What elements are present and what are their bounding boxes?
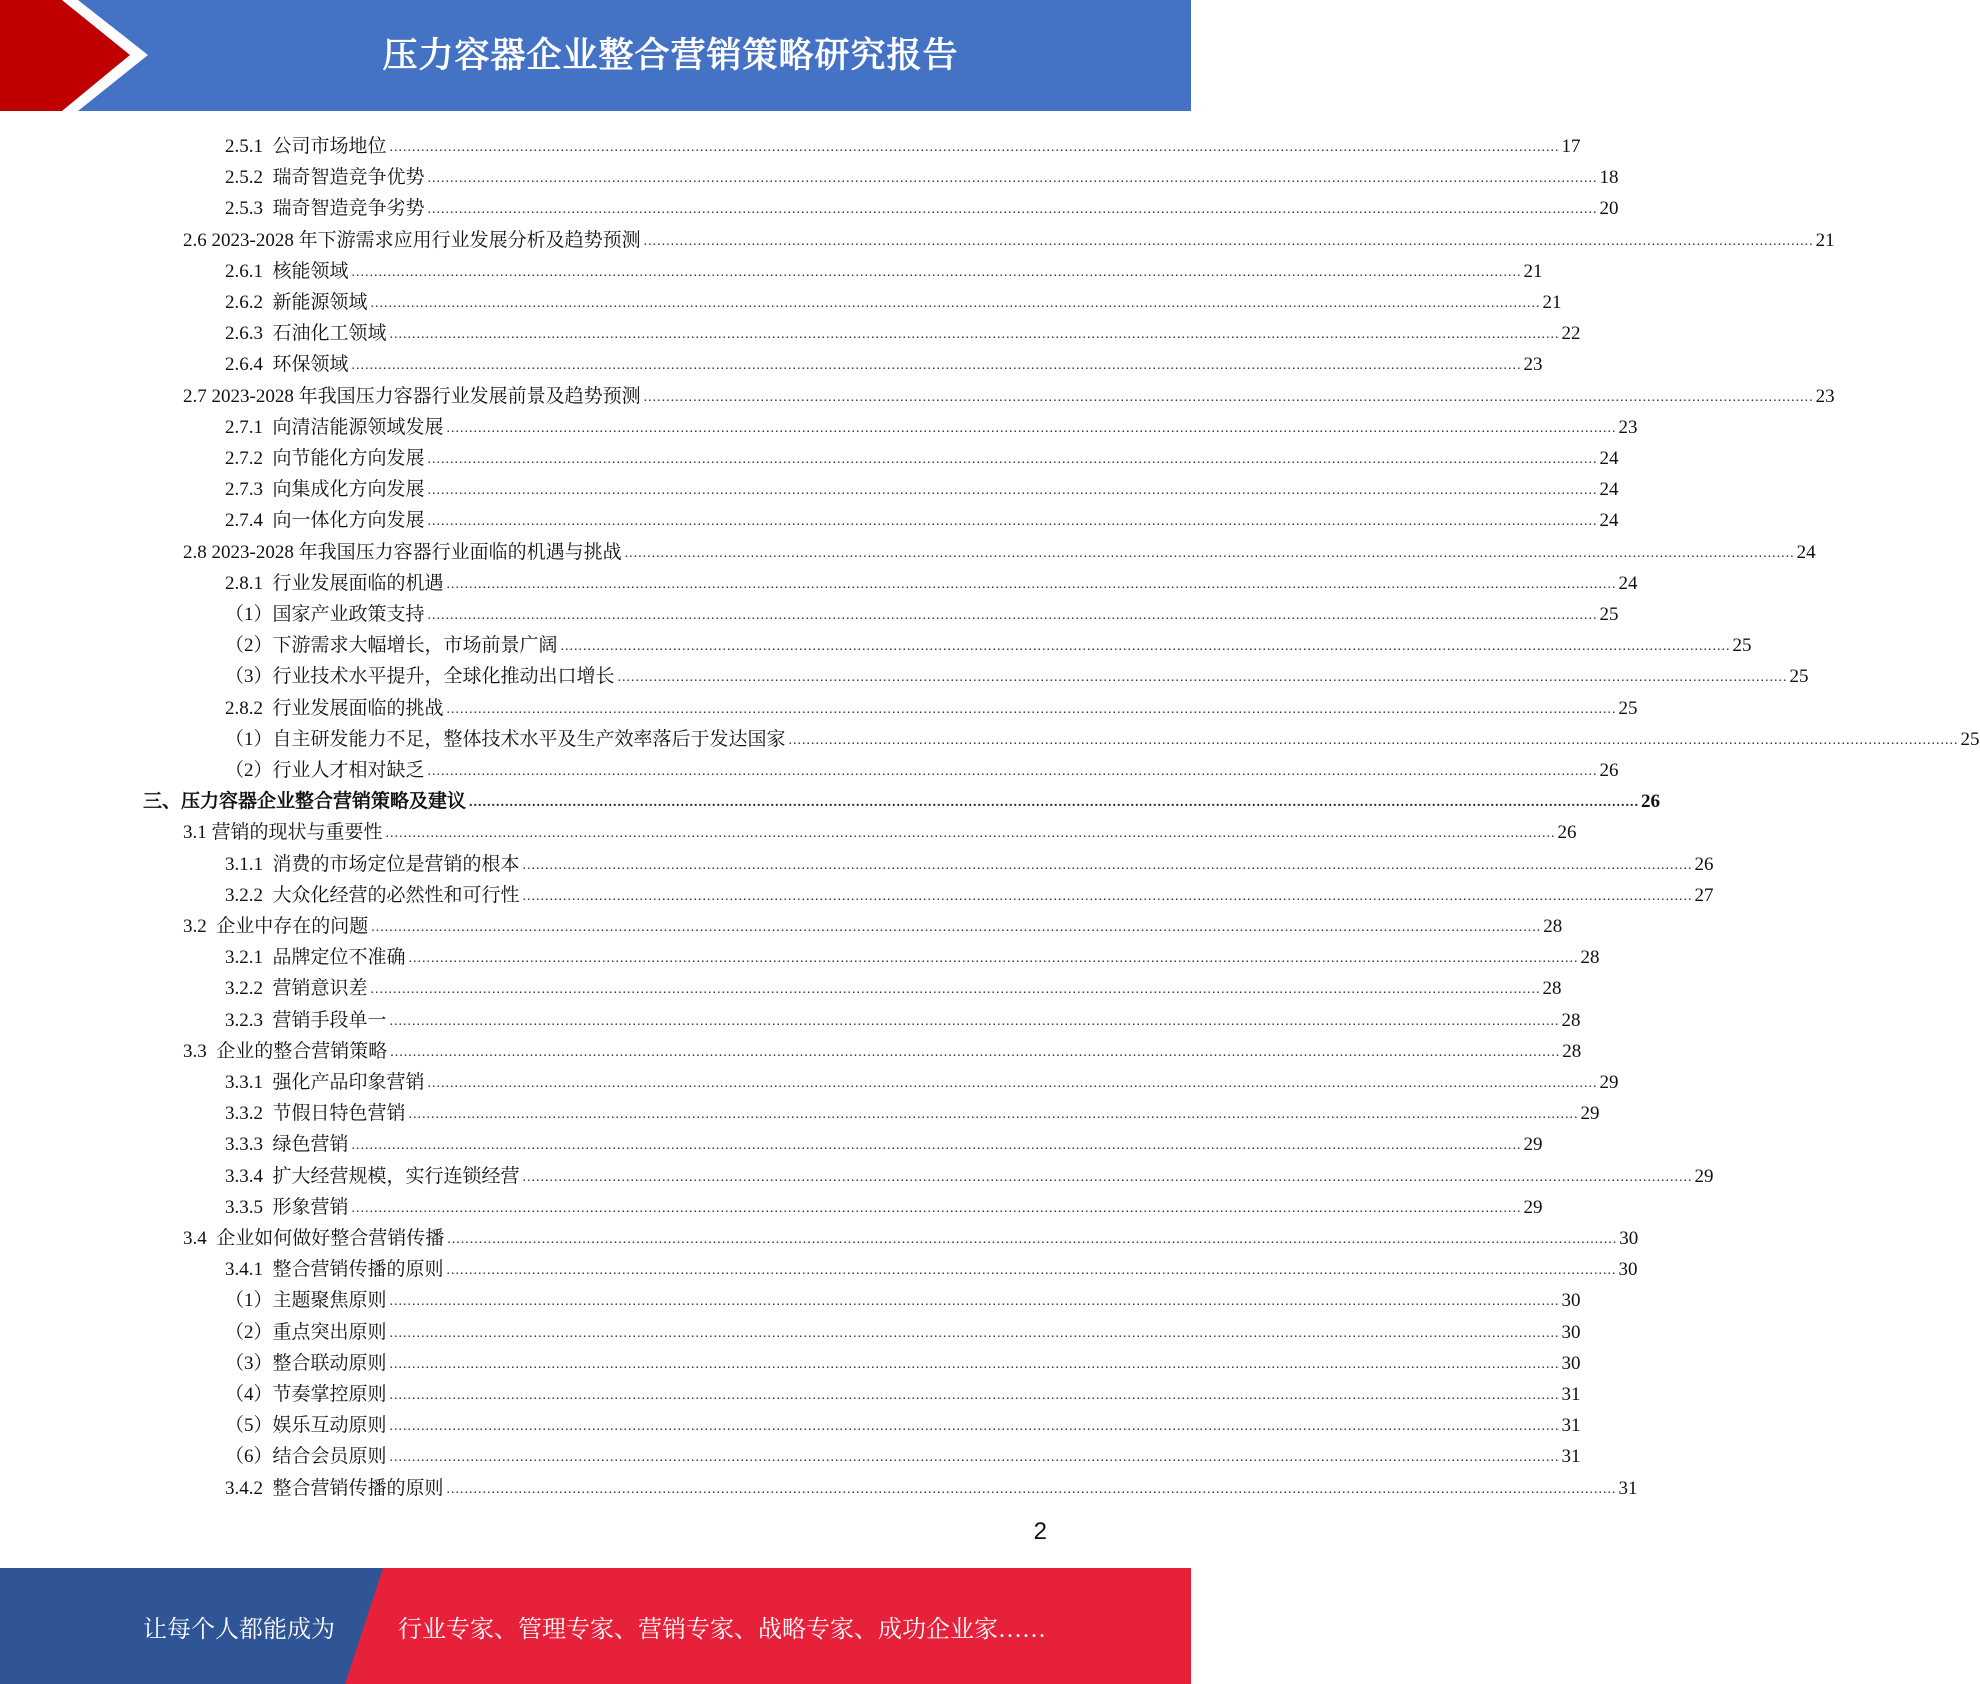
toc-dot-leader: .................................................................................................................................................................................................................................................................... xyxy=(446,701,1617,717)
toc-entry-title: （1）国家产业政策支持 xyxy=(225,604,425,625)
toc-entry-page: 26 xyxy=(1557,822,1577,844)
toc-entry[interactable] xyxy=(183,908,1563,939)
toc-entry-page: 21 xyxy=(1542,292,1562,313)
toc-entry-title: （4）节奏掌控原则 xyxy=(225,1384,387,1405)
toc-entry-page: 22 xyxy=(1561,323,1581,345)
toc-entry-title: 3.3.3 绿色营销 xyxy=(225,1134,349,1156)
toc-entry[interactable] xyxy=(225,1470,1638,1501)
toc-entry-page: 29 xyxy=(1523,1134,1543,1156)
toc-entry-title: 3.4.2 整合营销传播的原则 xyxy=(225,1477,444,1499)
toc-entry[interactable] xyxy=(225,190,1619,221)
toc-dot-leader: .................................................................................................................................................................................................................................................................... xyxy=(389,1325,1560,1341)
toc-dot-leader: .................................................................................................................................................................................................................................................................... xyxy=(389,1294,1560,1310)
toc-entry-title: 2.7.4 向一体化方向发展 xyxy=(225,510,425,532)
toc-entry-title: 2.5.2 瑞奇智造竞争优势 xyxy=(225,167,425,189)
toc-entry[interactable] xyxy=(225,690,1638,721)
toc-entry-page: 25 xyxy=(1618,697,1638,719)
toc-entry-page: 20 xyxy=(1599,198,1619,220)
toc-dot-leader: .................................................................................................................................................................................................................................................................... xyxy=(389,1419,1560,1435)
toc-entry-page: 28 xyxy=(1562,1040,1582,1062)
toc-entry[interactable] xyxy=(225,658,1809,689)
toc-entry-page: 26 xyxy=(1694,853,1714,875)
toc-dot-leader: .................................................................................................................................................................................................................................................................... xyxy=(446,576,1617,592)
toc-entry[interactable] xyxy=(225,346,1543,377)
toc-entry[interactable] xyxy=(225,939,1600,970)
toc-entry-page: 21 xyxy=(1523,260,1543,282)
toc-entry-page: 31 xyxy=(1561,1446,1581,1468)
toc-entry[interactable] xyxy=(183,1033,1582,1064)
toc-entry-title: 3.3.4 扩大经营规模，实行连锁经营 xyxy=(225,1165,520,1187)
toc-dot-leader: .................................................................................................................................................................................................................................................................... xyxy=(390,1044,1561,1060)
toc-entry-title: 3.2.2 营销意识差 xyxy=(225,978,368,1000)
toc-entry-page: 27 xyxy=(1694,884,1714,906)
toc-entry[interactable] xyxy=(225,1282,1581,1313)
toc-entry-title: 三、压力容器企业整合营销策略及建议 xyxy=(143,791,467,813)
toc-dot-leader: .................................................................................................................................................................................................................................................................... xyxy=(427,202,1598,218)
toc-entry-page: 30 xyxy=(1618,1259,1638,1281)
toc-entry[interactable] xyxy=(225,159,1619,190)
toc-entry-title: 2.7.1 向清洁能源领域发展 xyxy=(225,416,444,438)
toc-dot-leader: .................................................................................................................................................................................................................................................................... xyxy=(617,670,1788,686)
toc-entry-page: 24 xyxy=(1796,541,1816,563)
toc-dot-leader: .................................................................................................................................................................................................................................................................... xyxy=(446,1481,1617,1497)
toc-dot-leader: .................................................................................................................................................................................................................................................................... xyxy=(370,982,1541,998)
toc-entry[interactable] xyxy=(225,1095,1600,1126)
toc-dot-leader: .................................................................................................................................................................................................................................................................... xyxy=(389,140,1560,155)
toc-entry-title: 2.5.1 公司市场地位 xyxy=(225,136,387,157)
toc-dot-leader: .................................................................................................................................................................................................................................................................... xyxy=(522,1169,1693,1185)
arrow-chevron-icon xyxy=(0,0,170,111)
toc-entry[interactable] xyxy=(225,502,1619,533)
toc-dot-leader: .................................................................................................................................................................................................................................................................... xyxy=(643,389,1814,405)
toc-entry[interactable] xyxy=(225,253,1543,284)
footer-banner xyxy=(0,1568,1191,1684)
toc-entry-page: 29 xyxy=(1523,1196,1543,1218)
toc-dot-leader: .................................................................................................................................................................................................................................................................... xyxy=(408,951,1579,967)
toc-entry-page: 25 xyxy=(1789,666,1809,688)
toc-entry-page: 29 xyxy=(1599,1072,1619,1093)
report-header xyxy=(0,0,1191,111)
toc-entry[interactable] xyxy=(225,1314,1581,1345)
toc-entry-title: （2）下游需求大幅增长，市场前景广阔 xyxy=(225,635,558,657)
toc-entry-title: 2.7.2 向节能化方向发展 xyxy=(225,448,425,469)
toc-entry-page: 29 xyxy=(1694,1165,1714,1187)
toc-entry[interactable] xyxy=(225,627,1752,658)
toc-dot-leader: .................................................................................................................................................................................................................................................................... xyxy=(385,826,1556,842)
toc-dot-leader: .................................................................................................................................................................................................................................................................... xyxy=(389,1013,1560,1029)
toc-entry-page: 26 xyxy=(1641,791,1661,813)
toc-dot-leader: .................................................................................................................................................................................................................................................................... xyxy=(446,420,1617,436)
toc-entry-page: 23 xyxy=(1815,385,1835,407)
toc-dot-leader: .................................................................................................................................................................................................................................................................... xyxy=(522,888,1693,904)
toc-entry-title: 2.8.2 行业发展面临的挑战 xyxy=(225,697,444,719)
toc-entry-page: 24 xyxy=(1618,572,1638,594)
toc-entry-title: 3.2.1 品牌定位不准确 xyxy=(225,947,406,969)
toc-dot-leader: .................................................................................................................................................................................................................................................................... xyxy=(427,514,1598,530)
toc-entry-title: 3.1.1 消费的市场定位是营销的根本 xyxy=(225,853,520,875)
toc-entry[interactable] xyxy=(225,1002,1581,1033)
toc-entry-page: 23 xyxy=(1523,354,1543,376)
toc-entry-title: （3）行业技术水平提升，全球化推动出口增长 xyxy=(225,666,615,688)
toc-entry-page: 31 xyxy=(1618,1477,1638,1499)
toc-dot-leader: .................................................................................................................................................................................................................................................................... xyxy=(351,358,1522,374)
toc-entry-title: 2.6.1 核能领域 xyxy=(225,260,349,282)
toc-entry-page: 30 xyxy=(1561,1321,1581,1343)
footer-roles: 行业专家、管理专家、营销专家、战略专家、成功企业家…… xyxy=(398,1616,1046,1643)
toc-dot-leader: .................................................................................................................................................................................................................................................................... xyxy=(389,1450,1560,1466)
toc-entry-page: 29 xyxy=(1580,1103,1600,1125)
toc-entry[interactable] xyxy=(225,1126,1543,1157)
toc-entry-title: 3.3.5 形象营销 xyxy=(225,1196,349,1218)
toc-entry-title: 2.7.3 向集成化方向发展 xyxy=(225,479,425,501)
toc-entry-page: 24 xyxy=(1599,448,1619,469)
toc-dot-leader: .................................................................................................................................................................................................................................................................... xyxy=(408,1107,1579,1123)
toc-entry-page: 30 xyxy=(1561,1352,1581,1374)
toc-entry-title: （6）结合会员原则 xyxy=(225,1446,387,1468)
page-number: 2 xyxy=(1033,1518,1047,1545)
toc-dot-leader: .................................................................................................................................................................................................................................................................... xyxy=(389,1388,1560,1403)
toc-entry-title: （2）行业人才相对缺乏 xyxy=(225,760,425,781)
toc-entry[interactable] xyxy=(225,315,1581,346)
toc-dot-leader: .................................................................................................................................................................................................................................................................... xyxy=(389,327,1560,343)
toc-entry-title: 3.3.1 强化产品印象营销 xyxy=(225,1072,425,1093)
toc-entry-title: （2）重点突出原则 xyxy=(225,1321,387,1343)
toc-entry[interactable] xyxy=(183,378,1835,409)
toc-entry-title: 3.2 企业中存在的问题 xyxy=(183,916,369,937)
toc-entry[interactable] xyxy=(183,814,1577,845)
toc-entry-page: 17 xyxy=(1561,136,1581,157)
toc-dot-leader: .................................................................................................................................................................................................................................................................... xyxy=(643,233,1814,249)
toc-entry-page: 21 xyxy=(1815,229,1835,251)
toc-entry-title: 3.2.3 营销手段单一 xyxy=(225,1009,387,1031)
toc-entry-title: （3）整合联动原则 xyxy=(225,1352,387,1374)
toc-dot-leader: .................................................................................................................................................................................................................................................................... xyxy=(371,920,1542,935)
toc-entry-title: 3.4 企业如何做好整合营销传播 xyxy=(183,1228,445,1249)
toc-entry-page: 25 xyxy=(1960,728,1980,750)
toc-entry[interactable] xyxy=(225,471,1619,502)
toc-entry-title: 3.3 企业的整合营销策略 xyxy=(183,1040,388,1062)
toc-entry[interactable] xyxy=(225,877,1714,908)
toc-entry[interactable] xyxy=(225,1438,1581,1469)
toc-entry-page: 28 xyxy=(1561,1009,1581,1031)
toc-entry-page: 30 xyxy=(1561,1290,1581,1312)
toc-entry-title: 3.2.2 大众化经营的必然性和可行性 xyxy=(225,884,520,906)
toc-dot-leader: .................................................................................................................................................................................................................................................................... xyxy=(389,1356,1560,1372)
toc-entry[interactable] xyxy=(143,783,1661,814)
toc-entry-page: 28 xyxy=(1542,978,1562,1000)
toc-entry-page: 18 xyxy=(1599,167,1619,189)
toc-dot-leader: .................................................................................................................................................................................................................................................................... xyxy=(560,639,1731,655)
toc-entry[interactable] xyxy=(183,222,1835,253)
report-title: 压力容器企业整合营销策略研究报告 xyxy=(382,36,959,76)
toc-dot-leader: .................................................................................................................................................................................................................................................................... xyxy=(427,171,1598,187)
toc-dot-leader: .................................................................................................................................................................................................................................................................... xyxy=(427,608,1598,623)
toc-entry[interactable] xyxy=(225,1189,1543,1220)
toc-entry[interactable] xyxy=(225,565,1638,596)
toc-entry-title: 3.3.2 节假日特色营销 xyxy=(225,1103,406,1125)
toc-entry[interactable] xyxy=(225,1407,1581,1438)
toc-entry-title: 3.4.1 整合营销传播的原则 xyxy=(225,1259,444,1281)
toc-entry-title: 2.6.4 环保领域 xyxy=(225,354,349,376)
toc-dot-leader: .................................................................................................................................................................................................................................................................... xyxy=(624,545,1795,561)
toc-entry[interactable] xyxy=(183,1220,1639,1251)
toc-entry-page: 25 xyxy=(1732,635,1752,657)
toc-entry-page: 31 xyxy=(1561,1384,1581,1405)
toc-entry[interactable] xyxy=(225,409,1638,440)
toc-entry-title: 2.8 2023-2028 年我国压力容器行业面临的机遇与挑战 xyxy=(183,541,622,563)
toc-entry-title: 2.6.2 新能源领域 xyxy=(225,292,368,313)
toc-entry[interactable] xyxy=(225,596,1619,627)
toc-dot-leader: .................................................................................................................................................................................................................................................................... xyxy=(427,483,1598,499)
toc-entry[interactable] xyxy=(225,1158,1714,1189)
toc-entry-page: 26 xyxy=(1599,760,1619,781)
toc-entry-page: 28 xyxy=(1580,947,1600,969)
toc-entry[interactable] xyxy=(225,846,1714,877)
toc-dot-leader: .................................................................................................................................................................................................................................................................... xyxy=(351,1138,1522,1154)
toc-entry-page: 30 xyxy=(1619,1228,1639,1249)
toc-entry[interactable] xyxy=(225,752,1619,783)
toc-entry[interactable] xyxy=(225,970,1562,1001)
toc-entry-title: （1）主题聚焦原则 xyxy=(225,1290,387,1312)
toc-entry-page: 24 xyxy=(1599,479,1619,501)
toc-entry[interactable] xyxy=(225,1064,1619,1095)
toc-entry-title: 3.1 营销的现状与重要性 xyxy=(183,822,383,844)
toc-entry[interactable] xyxy=(225,128,1581,159)
toc-entry-title: 2.7 2023-2028 年我国压力容器行业发展前景及趋势预测 xyxy=(183,385,641,407)
toc-dot-leader: .................................................................................................................................................................................................................................................................... xyxy=(788,732,1959,748)
toc-dot-leader: .................................................................................................................................................................................................................................................................... xyxy=(447,1232,1618,1247)
toc-dot-leader: .................................................................................................................................................................................................................................................................... xyxy=(469,795,1640,811)
toc-entry-title: （1）自主研发能力不足，整体技术水平及生产效率落后于发达国家 xyxy=(225,728,786,750)
toc-entry[interactable] xyxy=(225,284,1562,315)
footer-slogan: 让每个人都能成为 xyxy=(143,1616,335,1643)
toc-entry-title: 2.8.1 行业发展面临的机遇 xyxy=(225,572,444,594)
toc-entry[interactable] xyxy=(225,721,1980,752)
toc-entry-title: （5）娱乐互动原则 xyxy=(225,1415,387,1437)
toc-dot-leader: .................................................................................................................................................................................................................................................................... xyxy=(351,264,1522,280)
toc-entry[interactable] xyxy=(225,1376,1581,1407)
toc-entry-title: 2.5.3 瑞奇智造竞争劣势 xyxy=(225,198,425,220)
toc-entry-page: 24 xyxy=(1599,510,1619,532)
toc-dot-leader: .................................................................................................................................................................................................................................................................... xyxy=(446,1263,1617,1279)
toc-entry-page: 28 xyxy=(1543,916,1563,937)
toc-dot-leader: .................................................................................................................................................................................................................................................................... xyxy=(427,452,1598,467)
toc-entry[interactable] xyxy=(225,440,1619,471)
toc-dot-leader: .................................................................................................................................................................................................................................................................... xyxy=(370,296,1541,311)
toc-dot-leader: .................................................................................................................................................................................................................................................................... xyxy=(351,1200,1522,1216)
toc-entry-page: 31 xyxy=(1561,1415,1581,1437)
toc-dot-leader: .................................................................................................................................................................................................................................................................... xyxy=(427,1076,1598,1091)
toc-entry-page: 25 xyxy=(1599,604,1619,625)
toc-entry-title: 2.6 2023-2028 年下游需求应用行业发展分析及趋势预测 xyxy=(183,229,641,251)
toc-entry[interactable] xyxy=(183,534,1816,565)
toc-entry-page: 23 xyxy=(1618,416,1638,438)
toc-dot-leader: .................................................................................................................................................................................................................................................................... xyxy=(522,857,1693,873)
toc-dot-leader: .................................................................................................................................................................................................................................................................... xyxy=(427,764,1598,779)
toc-entry-title: 2.6.3 石油化工领域 xyxy=(225,323,387,345)
toc-entry[interactable] xyxy=(225,1251,1638,1282)
toc-entry[interactable] xyxy=(225,1345,1581,1376)
